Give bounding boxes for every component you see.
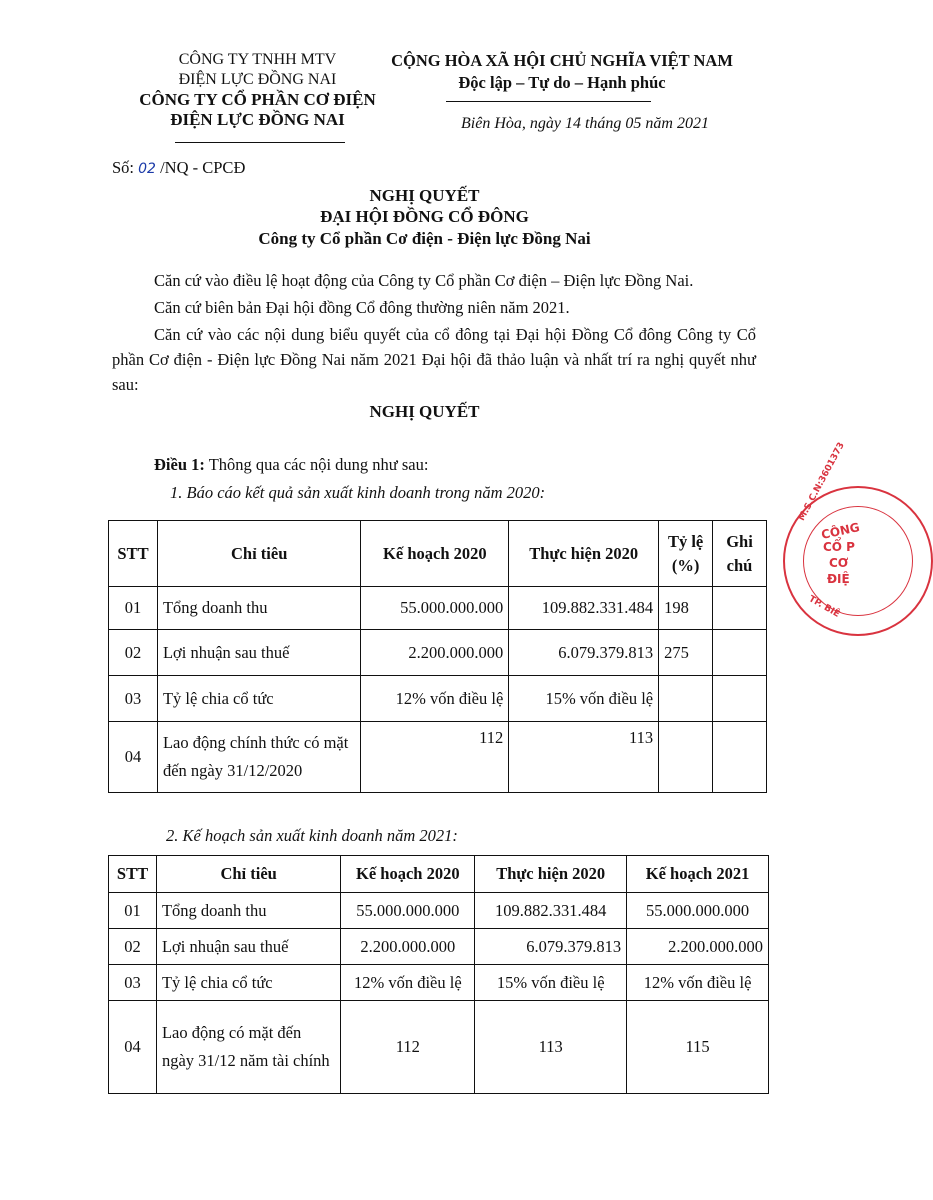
company-name-line1: CÔNG TY CỔ PHẦN CƠ ĐIỆN: [139, 90, 376, 109]
seal-text-4: ĐIỆ: [827, 572, 850, 586]
article-1-label: Điều 1:: [154, 455, 205, 474]
issuer-block: [115, 50, 400, 130]
cell-ghi-chu: [713, 676, 767, 722]
document-title: NGHỊ QUYẾT: [369, 186, 480, 205]
cell-thuc-hien-2020: 6.079.379.813: [475, 929, 627, 965]
table-row: [109, 587, 767, 630]
section-1-heading: 1. Báo cáo kết quả sản xuất kinh doanh trong năm 2020:: [170, 483, 546, 502]
cell-chi-tieu: Tỷ lệ chia cổ tức: [157, 676, 360, 722]
doc-number-prefix: Số:: [112, 158, 135, 177]
cell-chi-tieu: Lợi nhuận sau thuế: [156, 929, 340, 965]
cell-chi-tieu: Lao động có mặt đến ngày 31/12 năm tài chính: [156, 1001, 340, 1094]
cell-thuc-hien: 6.079.379.813: [509, 630, 659, 676]
cell-stt: 03: [109, 965, 157, 1001]
table-row: [109, 965, 769, 1001]
results-2020-table: [108, 520, 767, 793]
ghi-chu-line1: Ghi: [726, 531, 753, 551]
preamble-3: Căn cứ vào các nội dung biểu quyết của cổ đông tại Đại hội Đồng Cổ đông Công ty Cổ phần Cơ điện - Điện lực Đồng Nai năm 2021 Đại hội đã thảo luận và nhất trí ra nghị quyết như sau:: [112, 325, 756, 394]
cell-ghi-chu: [713, 587, 767, 630]
cell-ke-hoach-2021: 115: [627, 1001, 769, 1094]
col-header-stt: STT: [109, 521, 158, 587]
col-header-thuc-hien: Thực hiện 2020: [509, 521, 659, 587]
cell-stt: 01: [109, 893, 157, 929]
ghi-chu-line2: chú: [726, 555, 753, 575]
cell-chi-tieu: Tổng doanh thu: [157, 587, 360, 630]
cell-stt: 01: [109, 587, 158, 630]
cell-ke-hoach-2021: 55.000.000.000: [627, 893, 769, 929]
article-1: [112, 452, 756, 477]
issue-date: Biên Hòa, ngày 14 tháng 05 năm 2021: [461, 115, 709, 132]
national-title: CỘNG HÒA XÃ HỘI CHỦ NGHĨA VIỆT NAM: [391, 51, 733, 70]
cell-ke-hoach-2021: 2.200.000.000: [627, 929, 769, 965]
cell-ke-hoach: 2.200.000.000: [361, 630, 509, 676]
cell-chi-tieu: Lợi nhuận sau thuế: [157, 630, 360, 676]
national-motto: Độc lập – Tự do – Hạnh phúc: [458, 73, 666, 92]
col-header-chi-tieu: Chỉ tiêu: [156, 856, 340, 893]
cell-thuc-hien-2020: 15% vốn điều lệ: [475, 965, 627, 1001]
preamble-1: Căn cứ vào điều lệ hoạt động của Công ty Cổ phần Cơ điện – Điện lực Đồng Nai.: [154, 271, 694, 290]
issuer-underline: [175, 142, 345, 143]
cell-ke-hoach-2020: 112: [341, 1001, 475, 1094]
parent-company-line2: ĐIỆN LỰC ĐỒNG NAI: [178, 71, 337, 88]
preamble-2: Căn cứ biên bản Đại hội đồng Cổ đông thường niên năm 2021.: [154, 298, 570, 317]
col-header-ke-hoach-2020: Kế hoạch 2020: [341, 856, 475, 893]
table-row: [109, 630, 767, 676]
table-header-row: [109, 856, 769, 893]
ty-le-line1: Tỷ lệ: [667, 531, 704, 551]
cell-ty-le: [659, 722, 713, 793]
table-row: [109, 929, 769, 965]
cell-ke-hoach-2020: 2.200.000.000: [341, 929, 475, 965]
cell-ke-hoach: 12% vốn điều lệ: [361, 676, 509, 722]
cell-thuc-hien: 109.882.331.484: [509, 587, 659, 630]
cell-chi-tieu: Lao động chính thức có mặt đến ngày 31/12/2020: [157, 722, 360, 793]
document-number: [112, 158, 245, 178]
cell-ty-le: 275: [659, 630, 713, 676]
table-header-row: [109, 521, 767, 587]
cell-chi-tieu: Tổng doanh thu: [156, 893, 340, 929]
cell-stt: 04: [109, 1001, 157, 1094]
cell-ty-le: 198: [659, 587, 713, 630]
col-header-ghi-chu: [713, 521, 767, 587]
col-header-stt: STT: [109, 856, 157, 893]
cell-thuc-hien-2020: 113: [475, 1001, 627, 1094]
cell-stt: 03: [109, 676, 158, 722]
seal-text-1: CÔNG: [819, 520, 861, 542]
company-seal: [783, 440, 933, 636]
seal-text-5: TP. BIÊ: [806, 594, 842, 620]
cell-ke-hoach-2020: 12% vốn điều lệ: [341, 965, 475, 1001]
plan-2021-table: [108, 855, 769, 1094]
doc-number-suffix: /NQ - CPCĐ: [160, 158, 246, 177]
cell-thuc-hien-2020: 109.882.331.484: [475, 893, 627, 929]
motto-underline: [446, 101, 651, 102]
doc-number-handwritten: 02: [138, 161, 156, 177]
section-2-heading: 2. Kế hoạch sản xuất kinh doanh năm 2021:: [166, 826, 458, 845]
seal-code: M.S.C.N:3601373: [797, 440, 847, 523]
cell-ghi-chu: [713, 630, 767, 676]
ty-le-line2: (%): [671, 555, 700, 575]
company-subtitle: Công ty Cổ phần Cơ điện - Điện lực Đồng Nai: [258, 229, 591, 248]
cell-thuc-hien: 113: [509, 722, 659, 793]
national-motto-block: [372, 50, 752, 94]
cell-stt: 02: [109, 630, 158, 676]
col-header-ke-hoach-2021: Kế hoạch 2021: [627, 856, 769, 893]
cell-ke-hoach-2021: 12% vốn điều lệ: [627, 965, 769, 1001]
table-row: [109, 722, 767, 793]
seal-text-2: CỔ P: [823, 540, 855, 554]
article-1-text: Thông qua các nội dung như sau:: [204, 455, 429, 474]
col-header-chi-tieu: Chỉ tiêu: [157, 521, 360, 587]
seal-text-3: CƠ: [829, 556, 849, 570]
cell-ty-le: [659, 676, 713, 722]
cell-stt: 02: [109, 929, 157, 965]
cell-ke-hoach-2020: 55.000.000.000: [341, 893, 475, 929]
cell-ke-hoach: 55.000.000.000: [361, 587, 509, 630]
document-subtitle: ĐẠI HỘI ĐỒNG CỔ ĐÔNG: [320, 207, 529, 226]
col-header-ty-le: [659, 521, 713, 587]
cell-ke-hoach: 112: [361, 722, 509, 793]
cell-chi-tieu: Tỷ lệ chia cổ tức: [156, 965, 340, 1001]
table-row: [109, 893, 769, 929]
parent-company-line1: CÔNG TY TNHH MTV: [178, 51, 337, 68]
cell-thuc-hien: 15% vốn điều lệ: [509, 676, 659, 722]
company-name-line2: ĐIỆN LỰC ĐỒNG NAI: [170, 110, 345, 129]
cell-stt: 04: [109, 722, 158, 793]
table-row: [109, 1001, 769, 1094]
table-row: [109, 676, 767, 722]
col-header-ke-hoach: Kế hoạch 2020: [361, 521, 509, 587]
col-header-thuc-hien-2020: Thực hiện 2020: [475, 856, 627, 893]
resolution-heading: NGHỊ QUYẾT: [369, 402, 480, 421]
cell-ghi-chu: [713, 722, 767, 793]
